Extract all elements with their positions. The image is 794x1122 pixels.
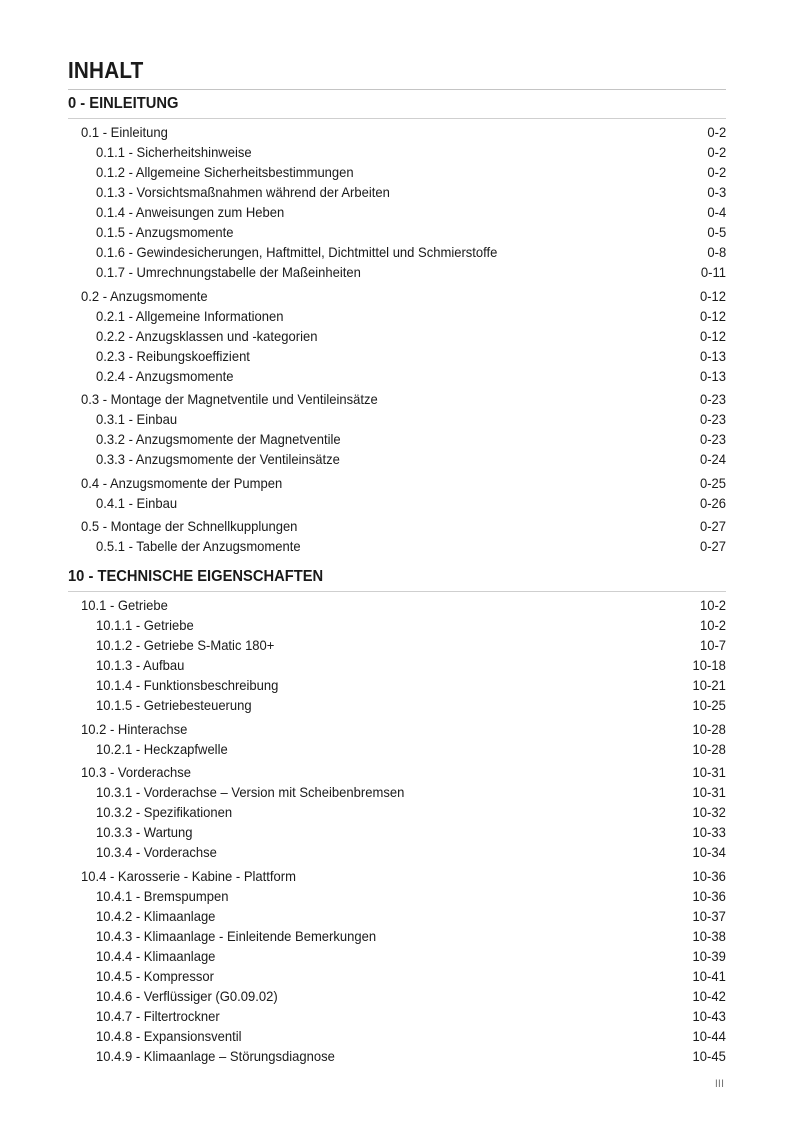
toc-subsection-entry[interactable] xyxy=(96,1026,726,1046)
page-title: INHALT xyxy=(68,57,144,83)
toc-entry-label: 10.1.4 - Funktionsbeschreibung xyxy=(96,677,279,693)
toc-entry-page: 10-37 xyxy=(692,907,726,924)
toc-entry-label: 0.3.1 - Einbau xyxy=(96,411,178,427)
toc-entry-page: 0-27 xyxy=(699,518,726,534)
toc-entry-label: 10.4 - Karosserie - Kabine - Plattform xyxy=(81,867,296,884)
toc-section-entry[interactable] xyxy=(81,286,726,306)
toc-subsection-entry[interactable] xyxy=(96,926,726,946)
toc-subsection-entry[interactable] xyxy=(96,536,726,556)
toc-entry-page: 0-13 xyxy=(699,347,726,364)
toc-subsection-entry[interactable] xyxy=(96,142,726,162)
toc-subsection-entry[interactable] xyxy=(96,1046,726,1066)
toc-entry-page: 0-24 xyxy=(699,451,726,467)
toc-entry-page: 10-41 xyxy=(692,967,726,984)
toc-subsection-entry[interactable] xyxy=(96,182,726,202)
toc-entry-label: 10.2 - Hinterachse xyxy=(81,720,188,737)
toc-entry-page: 10-39 xyxy=(692,947,726,964)
toc-section-entry[interactable] xyxy=(81,122,726,142)
toc-entry-page: 0-27 xyxy=(699,538,726,554)
toc-entry-label: 0.1.4 - Anweisungen zum Heben xyxy=(96,204,285,220)
toc-subsection-entry[interactable] xyxy=(96,1006,726,1026)
toc-entry-label: 0.1.7 - Umrechnungstabelle der Maßeinheiten xyxy=(96,264,361,280)
toc-entry-page: 0-12 xyxy=(699,307,726,324)
toc-entry-label: 10.2.1 - Heckzapfwelle xyxy=(96,740,228,757)
toc-entry-page: 0-2 xyxy=(707,144,726,160)
toc-entry-page: 10-21 xyxy=(692,677,726,693)
toc-entry-page: 10-38 xyxy=(692,927,726,944)
toc-entry-page: 10-33 xyxy=(692,824,726,840)
toc-entry-label: 0.1.1 - Sicherheitshinweise xyxy=(96,144,252,160)
toc-subsection-entry[interactable] xyxy=(96,695,726,715)
toc-entry-label: 0.1.5 - Anzugsmomente xyxy=(96,224,234,240)
toc-subsection-entry[interactable] xyxy=(96,675,726,695)
toc-subsection-entry[interactable] xyxy=(96,326,726,346)
toc-entry-label: 10.1.3 - Aufbau xyxy=(96,657,185,673)
toc-entry-page: 0-25 xyxy=(699,474,726,491)
toc-section-entry[interactable] xyxy=(81,866,726,886)
toc-entry-page: 0-23 xyxy=(699,411,726,427)
toc-entry-label: 0.4.1 - Einbau xyxy=(96,494,178,511)
toc-subsection-entry[interactable] xyxy=(96,162,726,182)
toc-entry-page: 0-5 xyxy=(707,224,726,240)
toc-entry-label: 0.2.4 - Anzugsmomente xyxy=(96,367,234,384)
toc-entry-label: 0.5 - Montage der Schnellkupplungen xyxy=(81,518,298,534)
toc-subsection-entry[interactable] xyxy=(96,429,726,449)
toc-entry-label: 10.4.2 - Klimaanlage xyxy=(96,907,216,924)
toc-entry-label: 10.1 - Getriebe xyxy=(81,597,168,613)
toc-entry-page: 10-31 xyxy=(692,764,726,780)
toc-entry-page: 10-28 xyxy=(692,740,726,757)
toc-entry-label: 10.1.1 - Getriebe xyxy=(96,617,194,633)
toc-entry-label: 0.4 - Anzugsmomente der Pumpen xyxy=(81,474,283,491)
toc-entry-label: 10.3.3 - Wartung xyxy=(96,824,193,840)
chapter-heading: 0 - EINLEITUNG xyxy=(68,95,179,112)
toc-entry-page: 0-12 xyxy=(699,287,726,304)
toc-section-entry[interactable] xyxy=(81,719,726,739)
chapter-divider xyxy=(68,591,726,592)
toc-subsection-entry[interactable] xyxy=(96,946,726,966)
toc-entry-page: 10-45 xyxy=(692,1047,726,1064)
toc-entry-page: 0-2 xyxy=(707,164,726,180)
toc-entry-page: 10-2 xyxy=(699,617,726,633)
toc-entry-label: 10.1.2 - Getriebe S-Matic 180+ xyxy=(96,637,275,653)
toc-entry-label: 10.3.4 - Vorderachse xyxy=(96,844,217,860)
toc-entry-label: 10.4.8 - Expansionsventil xyxy=(96,1027,242,1044)
toc-entry-page: 10-32 xyxy=(692,804,726,820)
page-number: III xyxy=(714,1078,724,1090)
toc-entry-label: 0.5.1 - Tabelle der Anzugsmomente xyxy=(96,538,301,554)
toc-subsection-entry[interactable] xyxy=(96,366,726,386)
toc-entry-page: 10-36 xyxy=(692,867,726,884)
toc-entry-page: 0-26 xyxy=(699,494,726,511)
toc-entry-page: 0-2 xyxy=(707,124,726,140)
toc-entry-label: 10.1.5 - Getriebesteuerung xyxy=(96,697,252,713)
toc-entry-label: 10.3.1 - Vorderachse – Version mit Scheibenbremsen xyxy=(96,784,405,800)
toc-subsection-entry[interactable] xyxy=(96,802,726,822)
toc-entry-page: 10-7 xyxy=(699,637,726,653)
toc-entry-page: 10-34 xyxy=(692,844,726,860)
toc-subsection-entry[interactable] xyxy=(96,655,726,675)
toc-entry-page: 10-28 xyxy=(692,720,726,737)
toc-section-entry[interactable] xyxy=(81,516,726,536)
toc-entry-page: 10-18 xyxy=(692,657,726,673)
toc-entry-label: 0.2 - Anzugsmomente xyxy=(81,287,208,304)
toc-entry-page: 10-25 xyxy=(692,697,726,713)
toc-entry-label: 10.4.9 - Klimaanlage – Störungsdiagnose xyxy=(96,1047,335,1064)
toc-section-entry[interactable] xyxy=(81,595,726,615)
chapter-heading: 10 - TECHNISCHE EIGENSCHAFTEN xyxy=(68,568,324,585)
toc-entry-page: 10-42 xyxy=(692,987,726,1004)
toc-subsection-entry[interactable] xyxy=(96,782,726,802)
toc-subsection-entry[interactable] xyxy=(96,615,726,635)
toc-entry-page: 10-2 xyxy=(699,597,726,613)
toc-entry-page: 0-3 xyxy=(707,184,726,200)
toc-subsection-entry[interactable] xyxy=(96,635,726,655)
toc-entry-label: 0.3 - Montage der Magnetventile und Ventileinsätze xyxy=(81,391,378,407)
toc-entry-label: 0.2.1 - Allgemeine Informationen xyxy=(96,307,284,324)
toc-entry-label: 0.2.3 - Reibungskoeffizient xyxy=(96,347,250,364)
toc-subsection-entry[interactable] xyxy=(96,449,726,469)
toc-subsection-entry[interactable] xyxy=(96,409,726,429)
title-divider xyxy=(68,89,726,90)
toc-entry-page: 0-12 xyxy=(699,327,726,344)
toc-subsection-entry[interactable] xyxy=(96,222,726,242)
toc-subsection-entry[interactable] xyxy=(96,242,726,262)
toc-entry-label: 0.3.2 - Anzugsmomente der Magnetventile xyxy=(96,431,341,447)
toc-entry-label: 0.1.2 - Allgemeine Sicherheitsbestimmungen xyxy=(96,164,354,180)
toc-entry-label: 10.4.3 - Klimaanlage - Einleitende Bemerkungen xyxy=(96,927,377,944)
toc-entry-label: 0.1 - Einleitung xyxy=(81,124,168,140)
toc-subsection-entry[interactable] xyxy=(96,306,726,326)
toc-entry-label: 0.1.3 - Vorsichtsmaßnahmen während der Arbeiten xyxy=(96,184,390,200)
toc-subsection-entry[interactable] xyxy=(96,842,726,862)
toc-entry-page: 10-31 xyxy=(692,784,726,800)
toc-entry-label: 0.2.2 - Anzugsklassen und -kategorien xyxy=(96,327,318,344)
toc-entry-label: 10.4.4 - Klimaanlage xyxy=(96,947,216,964)
toc-entry-page: 0-23 xyxy=(699,391,726,407)
toc-subsection-entry[interactable] xyxy=(96,262,726,282)
toc-entry-label: 0.3.3 - Anzugsmomente der Ventileinsätze xyxy=(96,451,340,467)
toc-entry-page: 0-8 xyxy=(707,244,726,260)
toc-subsection-entry[interactable] xyxy=(96,202,726,222)
toc-entry-page: 0-4 xyxy=(707,204,726,220)
toc-entry-label: 0.1.6 - Gewindesicherungen, Haftmittel, Dichtmittel und Schmierstoffe xyxy=(96,244,498,260)
toc-subsection-entry[interactable] xyxy=(96,906,726,926)
toc-entry-label: 10.4.5 - Kompressor xyxy=(96,967,214,984)
toc-entry-label: 10.3.2 - Spezifikationen xyxy=(96,804,233,820)
toc-entry-page: 0-23 xyxy=(699,431,726,447)
toc-entry-label: 10.4.1 - Bremspumpen xyxy=(96,887,229,904)
chapter-divider xyxy=(68,118,726,119)
toc-section-entry[interactable] xyxy=(81,473,726,493)
toc-subsection-entry[interactable] xyxy=(96,493,726,513)
toc-entry-label: 10.3 - Vorderachse xyxy=(81,764,192,780)
toc-subsection-entry[interactable] xyxy=(96,966,726,986)
toc-subsection-entry[interactable] xyxy=(96,986,726,1006)
toc-section-entry[interactable] xyxy=(81,762,726,782)
toc-subsection-entry[interactable] xyxy=(96,346,726,366)
toc-entry-page: 0-13 xyxy=(699,367,726,384)
toc-section-entry[interactable] xyxy=(81,389,726,409)
toc-entry-page: 0-11 xyxy=(700,264,726,280)
toc-entry-label: 10.4.6 - Verflüssiger (G0.09.02) xyxy=(96,987,278,1004)
toc-entry-page: 10-43 xyxy=(692,1007,726,1024)
toc-entry-page: 10-44 xyxy=(692,1027,726,1044)
toc-subsection-entry[interactable] xyxy=(96,886,726,906)
toc-entry-page: 10-36 xyxy=(692,887,726,904)
toc-entry-label: 10.4.7 - Filtertrockner xyxy=(96,1007,220,1024)
toc-subsection-entry[interactable] xyxy=(96,822,726,842)
toc-subsection-entry[interactable] xyxy=(96,739,726,759)
